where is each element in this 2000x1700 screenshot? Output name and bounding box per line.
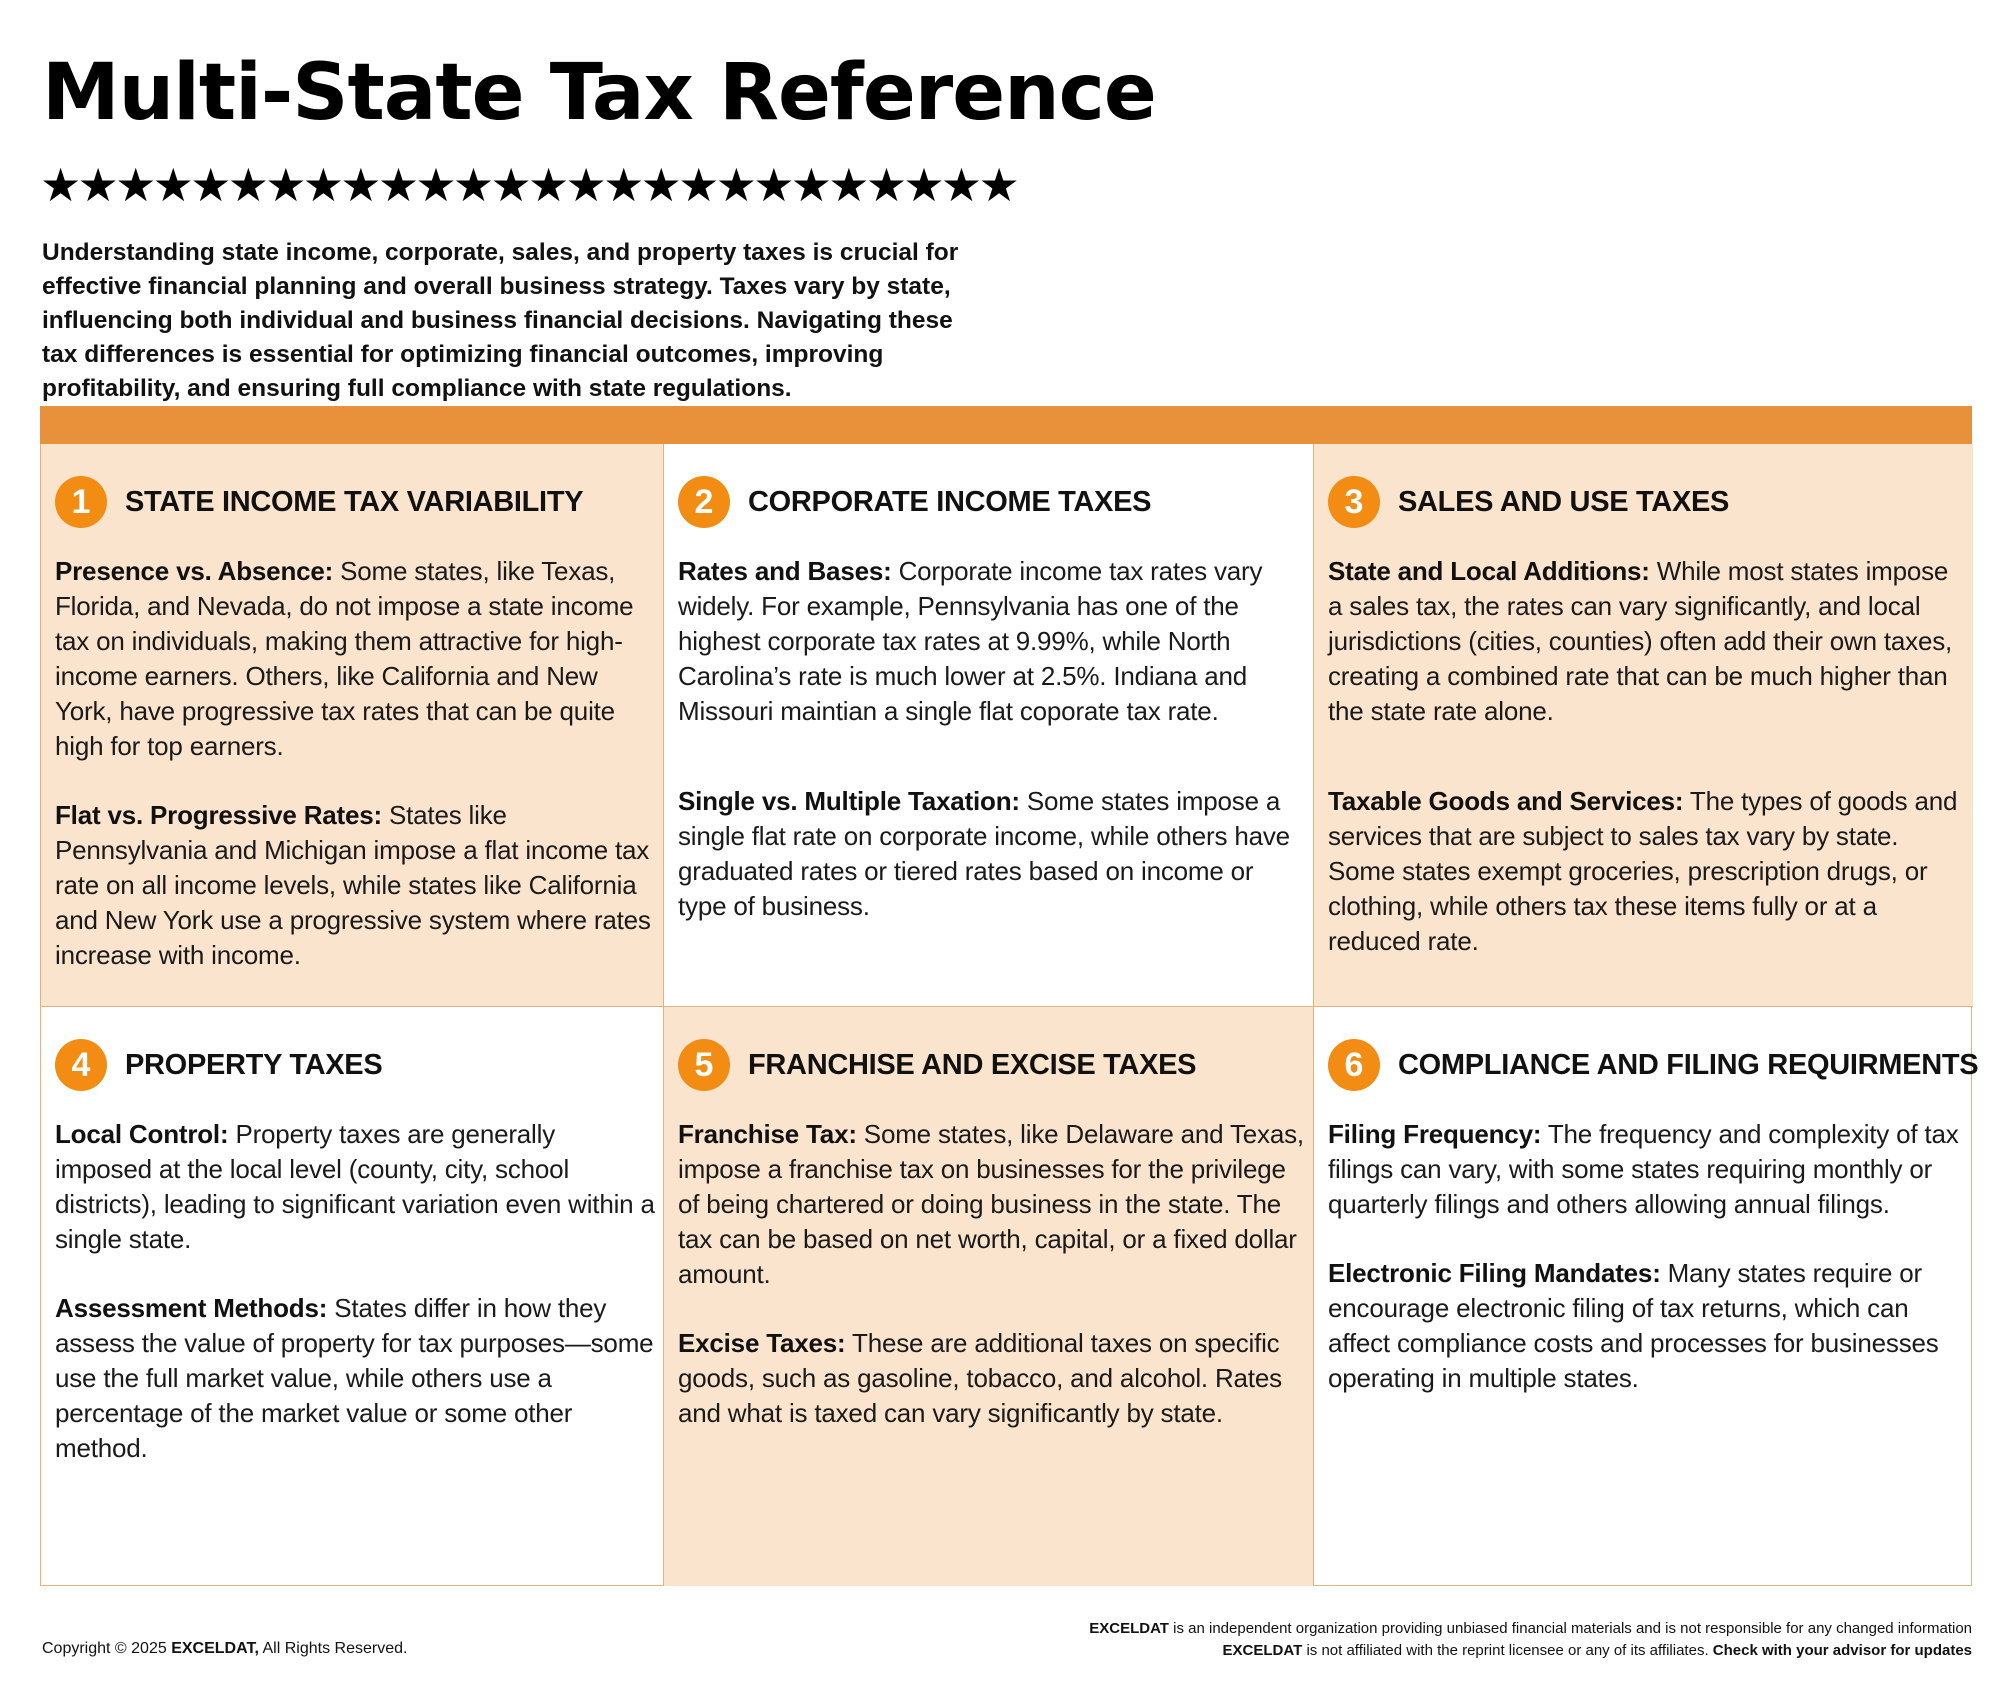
panel-header <box>1328 474 1965 530</box>
panel-property-taxes <box>41 1007 664 1586</box>
section-text: While most states impose a sales tax, the rates can vary significantly, and local jurisdictions (cities, counties) often add their own taxes, creating a combined rate that can be much higher than the state rate alone. <box>1328 556 1953 726</box>
disclaimer-line-1 <box>1089 1618 1972 1640</box>
section-assessment-methods <box>55 1291 655 1466</box>
panel-corporate-income-taxes <box>664 444 1314 1007</box>
section-text: Property taxes are generally imposed at the local level (county, city, school districts), leading to significant variation even within a single state. <box>55 1119 655 1254</box>
section-text: Corporate income tax rates vary widely. For example, Pennsylvania has one of the highest corporate tax rates at 9.99%, while North Carolina’s rate is much lower at 2.5%. Indiana and Missouri maintian a single flat coporate tax rate. <box>678 556 1263 726</box>
panel-state-income-tax <box>41 444 664 1007</box>
section-text: Some states, like Delaware and Texas, impose a franchise tax on businesses for the privilege of being chartered or doing business in the state. The tax can be based on net worth, capital, or a fixed dollar amount. <box>678 1119 1304 1289</box>
panel-compliance-and-filing <box>1314 1007 1979 1586</box>
section-text: The types of goods and services that are subject to sales tax vary by state. Some states exempt groceries, prescription drugs, or clothing, while others tax these items fully or at a reduced rate. <box>1328 786 1958 956</box>
panel-header <box>55 1037 655 1093</box>
section-lead: Taxable Goods and Services: <box>1328 786 1684 816</box>
copyright-suffix: All Rights Reserved. <box>258 1640 408 1657</box>
panel-title: COMPLIANCE AND FILING REQUIRMENTS <box>1398 1048 1979 1081</box>
disclaimer-line-2 <box>1089 1640 1972 1662</box>
section-text: States like Pennsylvania and Michigan impose a flat income tax rate on all income levels, while states like California and New York use a progressive system where rates increase with income. <box>55 800 651 970</box>
panel-sales-and-use-taxes <box>1314 444 1973 1007</box>
number-badge: 3 <box>1328 476 1380 528</box>
section-local-control <box>55 1117 655 1257</box>
section-single-vs-multiple <box>678 784 1305 924</box>
copyright-prefix: Copyright © 2025 <box>42 1640 172 1657</box>
panel-header <box>55 474 655 530</box>
section-state-and-local-additions <box>1328 554 1965 729</box>
section-lead: Presence vs. Absence: <box>55 556 334 586</box>
disclaimer-advice: Check with your advisor for updates <box>1712 1642 1972 1659</box>
section-lead: Rates and Bases: <box>678 556 892 586</box>
section-filing-frequency <box>1328 1117 1965 1222</box>
section-franchise-tax <box>678 1117 1305 1292</box>
panel-title: CORPORATE INCOME TAXES <box>748 485 1152 518</box>
number-badge: 4 <box>55 1039 107 1091</box>
section-text: Some states impose a single flat rate on corporate income, while others have graduated rates or tiered rates based on income or type of business. <box>678 786 1290 921</box>
disclaimer-brand: EXCELDAT <box>1222 1642 1303 1659</box>
panel-header <box>1328 1037 1979 1093</box>
disclaimer <box>1089 1618 1972 1662</box>
accent-band <box>40 406 1972 444</box>
number-badge: 2 <box>678 476 730 528</box>
section-lead: Flat vs. Progressive Rates: <box>55 800 382 830</box>
copyright-notice <box>42 1640 407 1658</box>
section-text: Many states require or encourage electronic filing of tax returns, which can affect compliance costs and processes for businesses operating in multiple states. <box>1328 1258 1939 1393</box>
section-flat-vs-progressive <box>55 798 655 973</box>
number-badge: 5 <box>678 1039 730 1091</box>
panel-header <box>678 1037 1305 1093</box>
section-rates-and-bases <box>678 554 1305 729</box>
section-text: States differ in how they assess the value of property for tax purposes—some use the full market value, while others use a percentage of the market value or some other method. <box>55 1293 654 1463</box>
section-lead: Single vs. Multiple Taxation: <box>678 786 1020 816</box>
section-taxable-goods-and-services <box>1328 784 1965 959</box>
copyright-brand: EXCELDAT, <box>171 1640 259 1657</box>
disclaimer-text: is not affiliated with the reprint licensee or any of its affiliates. <box>1302 1642 1713 1659</box>
section-lead: Assessment Methods: <box>55 1293 328 1323</box>
panel-franchise-and-excise-taxes <box>664 1007 1314 1586</box>
intro-paragraph: Understanding state income, corporate, sales, and property taxes is crucial for effective financial planning and overall business strategy. Taxes vary by state, influencing both individual and business financial decisions. Navigating these tax differences is essential for optimizing financial outcomes, improving profitability, and ensuring full compliance with state regulations. <box>42 239 959 402</box>
section-lead: Electronic Filing Mandates: <box>1328 1258 1661 1288</box>
panel-title: PROPERTY TAXES <box>125 1048 383 1081</box>
disclaimer-brand: EXCELDAT <box>1089 1620 1169 1637</box>
section-presence-vs-absence <box>55 554 655 764</box>
section-text: The frequency and complexity of tax filings can vary, with some states requiring monthly or quarterly filings and others allowing annual filings. <box>1328 1119 1959 1219</box>
panel-title: STATE INCOME TAX VARIABILITY <box>125 485 584 518</box>
number-badge: 1 <box>55 476 107 528</box>
disclaimer-text: is an independent organization providing unbiased financial materials and is not responsible for any changed information <box>1168 1620 1972 1637</box>
section-text: These are additional taxes on specific goods, such as gasoline, tobacco, and alcohol. Rates and what is taxed can vary significantly by state. <box>678 1328 1282 1428</box>
panel-title: SALES AND USE TAXES <box>1398 485 1730 518</box>
section-lead: Excise Taxes: <box>678 1328 846 1358</box>
number-badge: 6 <box>1328 1039 1380 1091</box>
star-divider: ★★★★★★★★★★★★★★★★★★★★★★★★★★ <box>40 159 1016 211</box>
section-lead: Local Control: <box>55 1119 229 1149</box>
panel-title: FRANCHISE AND EXCISE TAXES <box>748 1048 1197 1081</box>
page-title: Multi-State Tax Reference <box>42 48 1156 138</box>
section-excise-taxes <box>678 1326 1305 1431</box>
section-lead: Filing Frequency: <box>1328 1119 1542 1149</box>
tax-topics-grid <box>40 444 1979 1586</box>
section-lead: Franchise Tax: <box>678 1119 857 1149</box>
section-electronic-filing-mandates <box>1328 1256 1965 1396</box>
panel-header <box>678 474 1305 530</box>
section-text: Some states, like Texas, Florida, and Nevada, do not impose a state income tax on individuals, making them attractive for high-income earners. Others, like California and New York, have progressive tax rates that can be quite high for top earners. <box>55 556 634 761</box>
section-lead: State and Local Additions: <box>1328 556 1650 586</box>
